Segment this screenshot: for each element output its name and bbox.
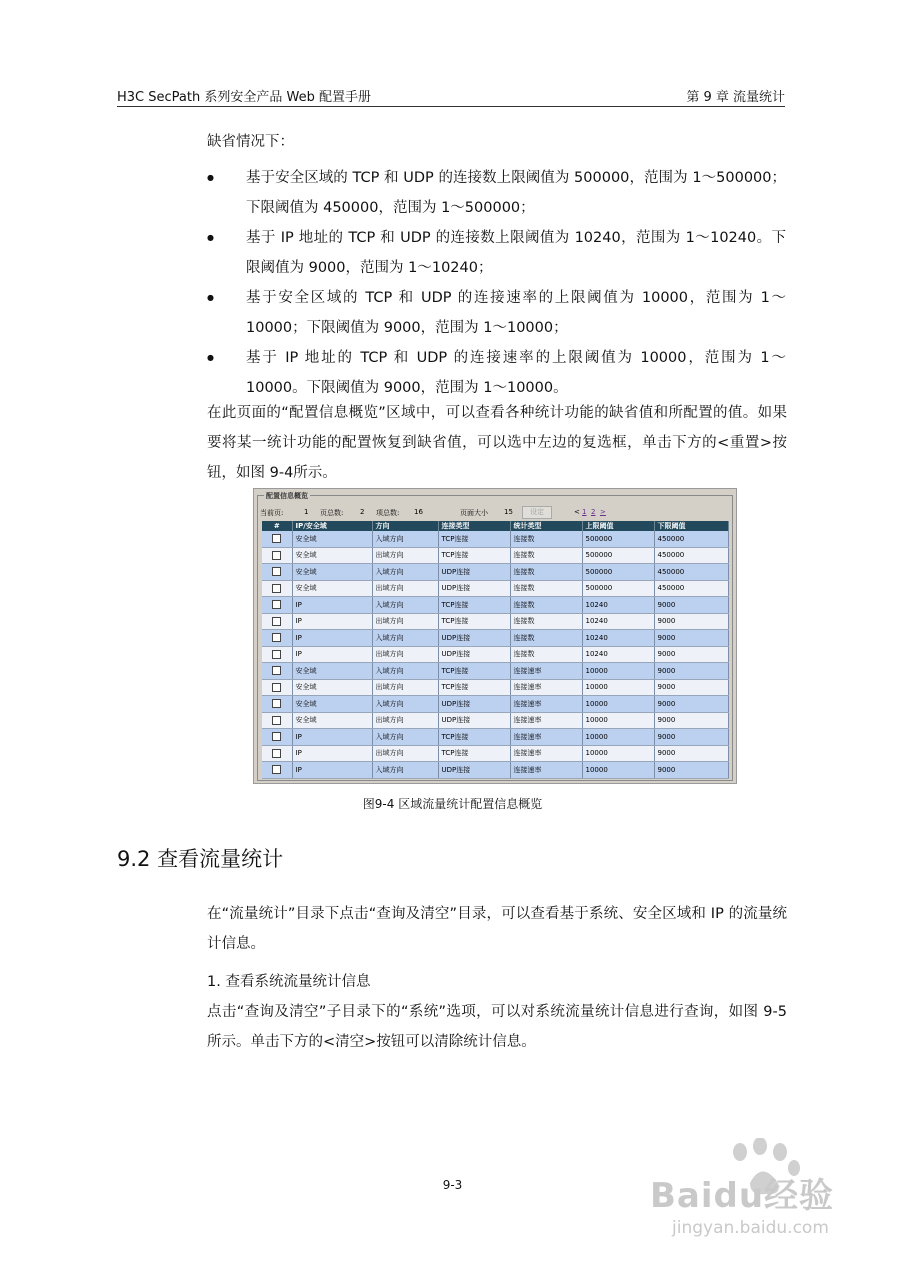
section-heading: 9.2 查看流量统计 — [117, 847, 284, 871]
bullet-text: 基于安全区域的 TCP 和 UDP 的连接速率的上限阈值为 10000，范围为 1～10000；下限阈值为 9000，范围为 1～10000； — [246, 290, 786, 336]
table-row — [262, 547, 728, 564]
table-cell: UDP连接 — [438, 712, 510, 729]
table-cell: 安全域 — [292, 663, 372, 680]
table-cell: IP — [292, 597, 372, 614]
table-cell: 安全域 — [292, 564, 372, 581]
row-checkbox[interactable] — [272, 716, 281, 725]
row-select-cell — [262, 547, 292, 564]
row-select-cell — [262, 696, 292, 713]
watermark-url: jingyan.baidu.com — [672, 1218, 829, 1238]
table-row — [262, 580, 728, 597]
table-cell: 入域方向 — [372, 630, 438, 647]
paragraph-system-query: 点击“查询及清空”子目录下的“系统”选项，可以对系统流量统计信息进行查询，如图 9-5所示。单击下方的<清空>按钮可以清除统计信息。 — [207, 1004, 787, 1050]
col-header-stat-type: 统计类型 — [510, 521, 582, 531]
row-select-cell — [262, 597, 292, 614]
pager-page-1[interactable]: 1 — [582, 508, 587, 516]
table-row — [262, 613, 728, 630]
page-header — [117, 84, 785, 107]
table-cell: 入域方向 — [372, 729, 438, 746]
table-cell: IP — [292, 630, 372, 647]
table-cell: 9000 — [654, 729, 728, 746]
current-page-label: 当前页: — [260, 509, 284, 517]
table-cell: UDP连接 — [438, 696, 510, 713]
row-select-cell — [262, 630, 292, 647]
table-cell: 安全域 — [292, 712, 372, 729]
row-select-cell — [262, 663, 292, 680]
table-cell: 9000 — [654, 663, 728, 680]
row-checkbox[interactable] — [272, 534, 281, 543]
row-select-cell — [262, 646, 292, 663]
row-checkbox[interactable] — [272, 600, 281, 609]
table-cell: 9000 — [654, 712, 728, 729]
figure-caption: 图9-4 区域流量统计配置信息概览 — [362, 797, 543, 811]
table-cell: 连接速率 — [510, 762, 582, 779]
header-chapter: 第 9 章 流量统计 — [686, 90, 785, 105]
pager-next[interactable]: > — [600, 508, 606, 516]
table-cell: 450000 — [654, 564, 728, 581]
total-items-value: 16 — [414, 508, 423, 516]
pager-page-2[interactable]: 2 — [591, 508, 596, 516]
table-cell: 入域方向 — [372, 762, 438, 779]
table-cell: 安全域 — [292, 696, 372, 713]
table-cell: 出域方向 — [372, 679, 438, 696]
table-cell: 入域方向 — [372, 564, 438, 581]
table-cell: 9000 — [654, 613, 728, 630]
table-cell: TCP连接 — [438, 663, 510, 680]
set-page-size-button[interactable]: 设定 — [522, 506, 552, 519]
col-header-upper-threshold: 上限阈值 — [582, 521, 654, 531]
current-page-value: 1 — [304, 508, 309, 516]
table-cell: 连接数 — [510, 613, 582, 630]
table-cell: 出域方向 — [372, 712, 438, 729]
table-cell: 10000 — [582, 696, 654, 713]
table-row — [262, 663, 728, 680]
table-row — [262, 745, 728, 762]
table-cell: 10000 — [582, 762, 654, 779]
paragraph-config-overview: 在此页面的“配置信息概览”区域中，可以查看各种统计功能的缺省值和所配置的值。如果要将某一统计功能的配置恢复到缺省值，可以选中左边的复选框，单击下方的<重置>按钮，如图 9-4所示。 — [207, 405, 787, 481]
table-cell: 出域方向 — [372, 613, 438, 630]
table-cell: 9000 — [654, 696, 728, 713]
bullet-text: 基于 IP 地址的 TCP 和 UDP 的连接数上限阈值为 10240，范围为 1～10240。下限阈值为 9000，范围为 1～10240； — [246, 230, 786, 276]
table-cell: 出域方向 — [372, 745, 438, 762]
table-cell: TCP连接 — [438, 547, 510, 564]
row-select-cell — [262, 613, 292, 630]
bullet-dot-icon: ● — [207, 293, 214, 302]
row-checkbox[interactable] — [272, 699, 281, 708]
table-cell: 连接数 — [510, 646, 582, 663]
table-row — [262, 696, 728, 713]
table-cell: 10000 — [582, 679, 654, 696]
page-size-label: 页面大小 — [460, 509, 488, 517]
table-cell: UDP连接 — [438, 646, 510, 663]
table-cell: 连接数 — [510, 564, 582, 581]
table-cell: UDP连接 — [438, 762, 510, 779]
table-cell: 500000 — [582, 564, 654, 581]
table-cell: 450000 — [654, 531, 728, 547]
table-cell: 500000 — [582, 547, 654, 564]
table-cell: 连接数 — [510, 597, 582, 614]
table-cell: 连接速率 — [510, 729, 582, 746]
table-cell: 连接数 — [510, 580, 582, 597]
table-cell: 连接速率 — [510, 745, 582, 762]
col-header-direction: 方向 — [372, 521, 438, 531]
row-checkbox[interactable] — [272, 732, 281, 741]
table-cell: UDP连接 — [438, 630, 510, 647]
config-overview-panel — [257, 492, 733, 781]
table-row — [262, 679, 728, 696]
table-cell: 9000 — [654, 679, 728, 696]
table-cell: 10000 — [582, 729, 654, 746]
table-cell: 10000 — [582, 663, 654, 680]
table-row — [262, 712, 728, 729]
table-cell: 9000 — [654, 745, 728, 762]
table-cell: 入域方向 — [372, 663, 438, 680]
row-checkbox[interactable] — [272, 765, 281, 774]
table-cell: 连接速率 — [510, 663, 582, 680]
table-cell: IP — [292, 729, 372, 746]
row-select-cell — [262, 580, 292, 597]
panel-legend: 配置信息概览 — [266, 492, 308, 500]
table-cell: 10000 — [582, 745, 654, 762]
bullet-text: 基于安全区域的 TCP 和 UDP 的连接数上限阈值为 500000，范围为 1～500000；下限阈值为 450000，范围为 1～500000； — [246, 170, 786, 216]
table-cell: TCP连接 — [438, 729, 510, 746]
row-checkbox[interactable] — [272, 584, 281, 593]
table-cell: IP — [292, 613, 372, 630]
table-cell: UDP连接 — [438, 564, 510, 581]
table-cell: UDP连接 — [438, 580, 510, 597]
config-overview-screenshot — [253, 488, 737, 784]
table-header-row — [262, 521, 728, 531]
table-row — [262, 531, 728, 547]
bullet-text: 基于 IP 地址的 TCP 和 UDP 的连接速率的上限阈值为 10000，范围为 1～10000。下限阈值为 9000，范围为 1～10000。 — [246, 350, 786, 396]
table-cell: 连接数 — [510, 630, 582, 647]
table-cell: 9000 — [654, 597, 728, 614]
table-cell: 出域方向 — [372, 580, 438, 597]
table-row — [262, 762, 728, 779]
subsection-heading: 1. 查看系统流量统计信息 — [207, 974, 371, 990]
header-manual-title: H3C SecPath 系列安全产品 Web 配置手册 — [117, 90, 371, 105]
row-select-cell — [262, 745, 292, 762]
table-cell: 450000 — [654, 547, 728, 564]
row-select-cell — [262, 712, 292, 729]
page-number: 9-3 — [442, 1178, 463, 1192]
baidu-watermark — [650, 1138, 880, 1248]
table-cell: 连接速率 — [510, 679, 582, 696]
total-pages-label: 页总数: — [320, 509, 344, 517]
row-checkbox[interactable] — [272, 633, 281, 642]
table-cell: 入域方向 — [372, 531, 438, 547]
col-header-ip-zone: IP/安全域 — [292, 521, 372, 531]
table-cell: 出域方向 — [372, 547, 438, 564]
table-cell: IP — [292, 745, 372, 762]
table-cell: 安全域 — [292, 580, 372, 597]
table-cell: 500000 — [582, 580, 654, 597]
table-cell: 500000 — [582, 531, 654, 547]
table-cell: 10240 — [582, 613, 654, 630]
row-select-cell — [262, 564, 292, 581]
pager-prev[interactable]: < — [574, 508, 580, 516]
bullet-dot-icon: ● — [207, 173, 214, 182]
table-cell: 安全域 — [292, 679, 372, 696]
paragraph-query-intro: 在“流量统计”目录下点击“查询及清空”目录，可以查看基于系统、安全区域和 IP 的流量统计信息。 — [207, 906, 787, 952]
table-cell: 连接速率 — [510, 712, 582, 729]
row-select-cell — [262, 679, 292, 696]
table-cell: TCP连接 — [438, 745, 510, 762]
total-pages-value: 2 — [360, 508, 365, 516]
total-items-label: 项总数: — [376, 509, 400, 517]
col-header-connection-type: 连接类型 — [438, 521, 510, 531]
row-checkbox[interactable] — [272, 650, 281, 659]
row-select-cell — [262, 762, 292, 779]
table-cell: 连接数 — [510, 547, 582, 564]
table-cell: TCP连接 — [438, 531, 510, 547]
table-row — [262, 630, 728, 647]
row-checkbox[interactable] — [272, 617, 281, 626]
col-header-lower-threshold: 下限阈值 — [654, 521, 728, 531]
table-row — [262, 729, 728, 746]
intro-text: 缺省情况下： — [207, 134, 294, 150]
table-cell: 9000 — [654, 762, 728, 779]
table-cell: 10240 — [582, 630, 654, 647]
table-row — [262, 564, 728, 581]
table-cell: 9000 — [654, 646, 728, 663]
table-cell: 10000 — [582, 712, 654, 729]
table-cell: 入域方向 — [372, 597, 438, 614]
row-checkbox[interactable] — [272, 683, 281, 692]
watermark-brand: Baidu经验 — [650, 1176, 835, 1216]
row-checkbox[interactable] — [272, 749, 281, 758]
page-size-input[interactable]: 15 — [504, 508, 513, 516]
table-cell: 安全域 — [292, 547, 372, 564]
table-cell: 连接速率 — [510, 696, 582, 713]
table-cell: 10240 — [582, 597, 654, 614]
row-checkbox[interactable] — [272, 551, 281, 560]
table-cell: TCP连接 — [438, 613, 510, 630]
row-select-cell — [262, 531, 292, 547]
table-cell: 连接数 — [510, 531, 582, 547]
table-cell: 安全域 — [292, 531, 372, 547]
table-row — [262, 646, 728, 663]
bullet-dot-icon: ● — [207, 353, 214, 362]
row-checkbox[interactable] — [272, 666, 281, 675]
table-cell: 450000 — [654, 580, 728, 597]
table-cell: 10240 — [582, 646, 654, 663]
table-row — [262, 597, 728, 614]
table-cell: 出域方向 — [372, 646, 438, 663]
bullet-dot-icon: ● — [207, 233, 214, 242]
table-cell: 入域方向 — [372, 696, 438, 713]
config-table — [262, 521, 729, 779]
row-select-cell — [262, 729, 292, 746]
col-header-select: # — [262, 521, 292, 531]
table-cell: IP — [292, 646, 372, 663]
table-cell: TCP连接 — [438, 597, 510, 614]
row-checkbox[interactable] — [272, 567, 281, 576]
table-cell: TCP连接 — [438, 679, 510, 696]
pager-bar — [260, 506, 728, 520]
table-cell: 9000 — [654, 630, 728, 647]
table-cell: IP — [292, 762, 372, 779]
